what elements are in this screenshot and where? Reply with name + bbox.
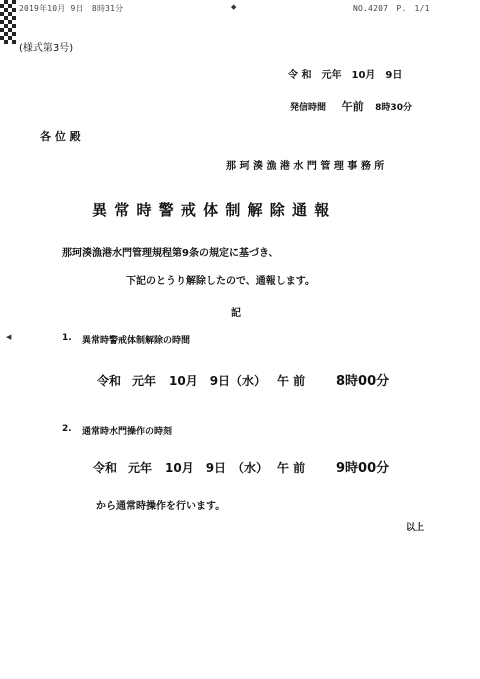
sender: 那 珂 湊 漁 港 水 門 管 理 事 務 所 [226, 161, 385, 172]
item-1-era: 令和 [97, 374, 122, 388]
item-2-time: 9時00分 [336, 461, 390, 476]
issue-date: 令 和 元年 10月 9日 [288, 70, 403, 81]
form-label: (様式第3号) [19, 43, 74, 54]
body-line-2: 下記のとうり解除したので、通報します。 [126, 276, 315, 287]
ijou-label: 以上 [406, 523, 425, 533]
item-2-year: 元年 [128, 461, 153, 475]
item-1-time: 8時00分 [336, 374, 390, 389]
scan-mark-icon: ◀ [6, 333, 12, 341]
recipient: 各 位 殿 [40, 130, 81, 143]
item-2-ampm: 午 前 [277, 461, 306, 475]
item-1-date: 10月 9日（水） [169, 374, 267, 388]
closing-note: から通常時操作を行います。 [96, 501, 226, 512]
item-2-number: 2. [62, 424, 72, 434]
ki-label: 記 [231, 308, 241, 319]
item-1-number: 1. [62, 333, 72, 343]
fax-registration-pattern [0, 0, 16, 44]
fax-page-number: NO.4207 P. 1/1 [353, 4, 430, 13]
body-line-1: 那珂湊漁港水門管理規程第9条の規定に基づき、 [62, 248, 279, 259]
item-2-heading: 通常時水門操作の時刻 [82, 427, 173, 437]
issue-time [290, 95, 412, 114]
fax-datetime: 2019年10月 9日 8時31分 [19, 4, 124, 13]
issue-time-value: 8時30分 [375, 103, 412, 113]
document-title: 異 常 時 警 戒 体 制 解 除 通 報 [92, 201, 331, 219]
item-1-heading: 異常時警戒体制解除の時間 [82, 336, 191, 346]
scan-mark-icon: ◆ [231, 3, 237, 11]
item-1-year: 元年 [132, 374, 157, 388]
issue-time-label: 発信時間 [290, 103, 327, 113]
item-1-ampm: 午 前 [277, 374, 306, 388]
item-2-date: 10月 9日 （水） [165, 461, 269, 475]
item-2-era: 令和 [93, 461, 118, 475]
issue-time-ampm: 午前 [341, 100, 364, 113]
